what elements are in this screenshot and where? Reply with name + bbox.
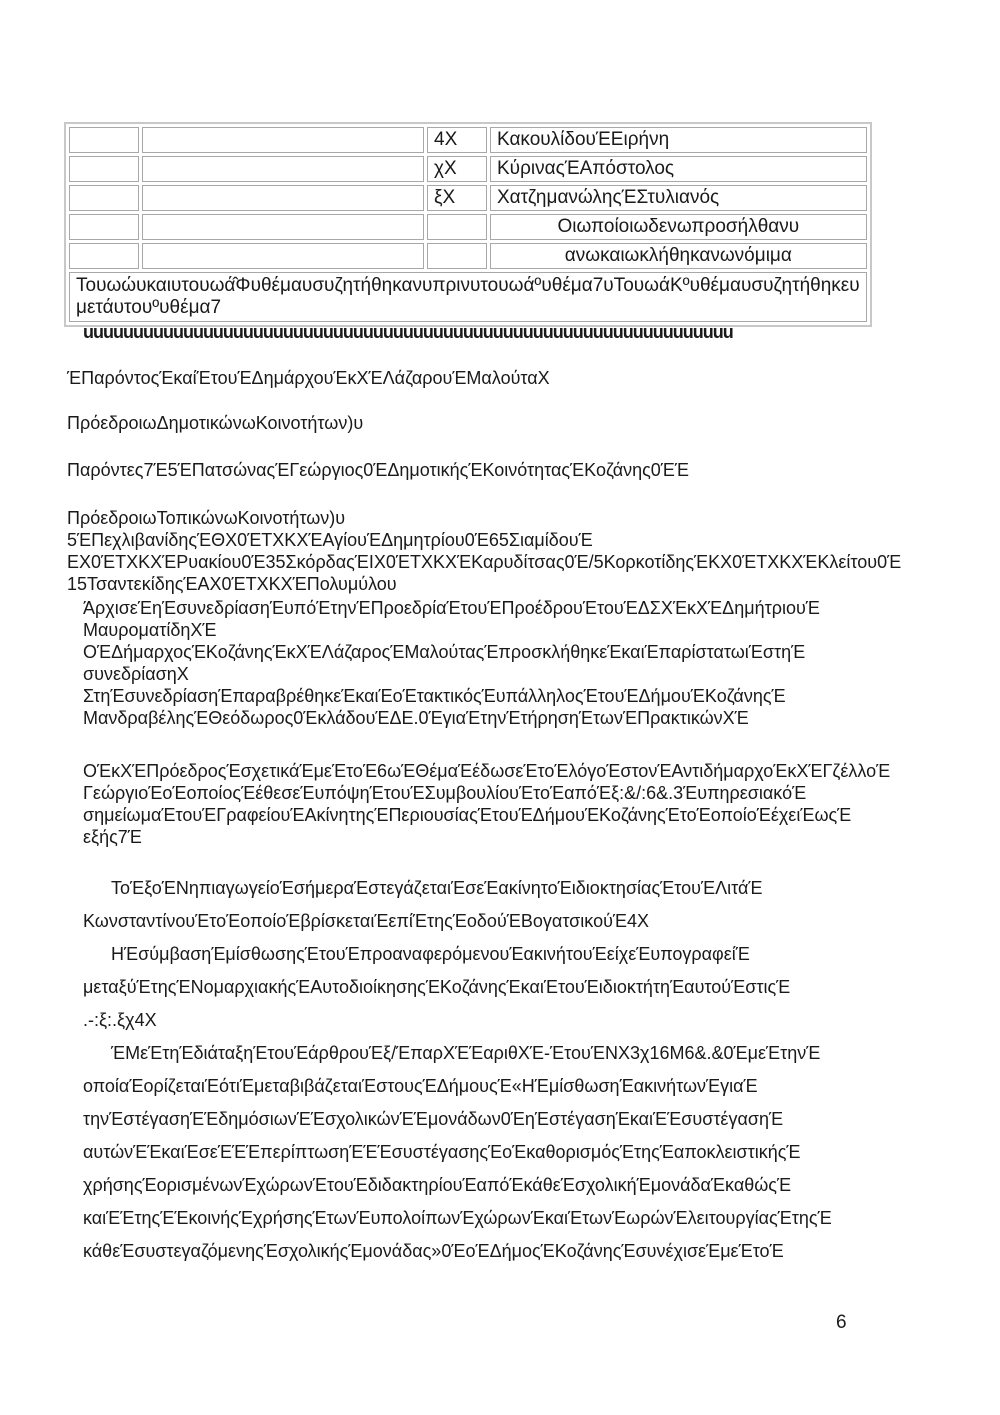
member-name: ΚύριναςΈΑπόστολος (490, 156, 867, 182)
member-name: ΚακουλίδουΈΕιρήνη (490, 127, 867, 153)
table-row (69, 214, 867, 240)
present-members: Παρόντες7Έ5ΈΠατσώναςΈΓεώργιος0ΈΔημοτικήςΈΚοινότηταςΈΚοζάνης0ΈΈ (67, 460, 690, 480)
page-number: 6 (836, 1312, 847, 1333)
presidents-municipal-heading: ΠρόεδροιωΔημοτικώνωΚοινοτήτων)υ (67, 413, 364, 433)
member-name: ανωκαιωκλήθηκανωνόμιμα (490, 243, 867, 269)
session-opening (83, 597, 868, 729)
table-row (69, 127, 867, 153)
text-line: σημείωμαΈτουΈΓραφείουΈΑκίνητηςΈΠεριουσίαςΈτουΈΔήμουΈΚοζάνηςΈτοΈοποίοΈέχειΈωςΈ (83, 805, 852, 825)
member-name: Οιωποίοιωδενωπροσήλθανυ (490, 214, 867, 240)
attendance-table (64, 122, 872, 327)
text-line: ΓεώργιοΈοΈοποίοςΈέθεσεΈυπόψηΈτουΈΣυμβουλίουΈτοΈαπόΈξ:&/:6&.3ΈυπηρεσιακόΈ (83, 783, 807, 803)
table-note: Τουωώυκαιυτουωά̂Φυθέμαυσυζητήθηκανυπρινυτουωάºυθέμα7υΤουωάΚºυθέμαυσυζητήθηκευ μετάυτουºυθέμα7 (69, 272, 867, 322)
text-line: συνεδρίασηΧ (83, 664, 189, 684)
text-line: ΟΈΔήμαρχοςΈΚοζάνηςΈκΧΈΛάζαροςΈΜαλούταςΈπροσκλήθηκεΈκαιΈπαρίστατωιΈστηΈ (83, 642, 806, 662)
text-line: εξής7Έ (83, 827, 142, 847)
president-statement (83, 760, 891, 848)
memo-paragraph: ΗΈσύμβασηΈμίσθωσηςΈτουΈπροαναφερόμενουΈακινήτουΈείχεΈυπογραφείΈ μεταξύΈτηςΈΝομαρχιακήςΈΑυτοδιοίκησηςΈΚοζάνηςΈκαιΈτουΈιδιοκτήτηΈαυτούΈστιςΈ .-:ξ:.ξχ4Χ (83, 944, 791, 1030)
table-row (69, 156, 867, 182)
table-row (69, 185, 867, 211)
row-number (427, 214, 487, 240)
table-row (69, 272, 867, 322)
memo-paragraph: ΤοΈξοΈΝηπιαγωγείοΈσήμεραΈστεγάζεταιΈσεΈακίνητοΈιδιοκτησίαςΈτουΈΛιτάΈ ΚωνσταντίνουΈτοΈοποίοΈβρίσκεταιΈεπίΈτηςΈοδούΈΒογατσικούΈ4Χ (83, 878, 763, 931)
text-line: ΜαυροματίδηΧΈ (83, 620, 217, 640)
row-number: χX (427, 156, 487, 182)
row-number: ξX (427, 185, 487, 211)
text-line: ΟΈκΧΈΠρόεδροςΈσχετικάΈμεΈτοΈ6ωΈΘέμαΈέδωσεΈτοΈλόγοΈστονΈΑντιδήμαρχοΈκΧΈΓζέλλοΈ (83, 761, 891, 781)
separator-line: uuuuuuuuuuuuuuuuuuuuuuuuuuuuuuuuuuuuuuuuuuuuuuuuuuuuuuuuuuuuuuuuu (83, 322, 733, 342)
member-name: ΧατζημανώληςΈΣτυλιανός (490, 185, 867, 211)
memo-paragraph: ΈΜεΈτηΈδιάταξηΈτουΈάρθρουΈξ/ΈπαρΧΈΈαριθΧΈ-ΈτουΈΝΧ3χ16Μ6&.&0ΈμεΈτηνΈ οποίαΈορίζεταιΈότιΈμεταβιβάζεταιΈστουςΈΔήμουςΈ«ΗΈμίσθωσηΈακινήτωνΈγιαΈ τηνΈστέγασηΈΈδημόσιωνΈΈσχολικώνΈΈμονάδων0ΈηΈστέγασηΈκαιΈΈσυστέγασηΈ αυτώνΈΈκαιΈσεΈΈΈπερίπτωσηΈΈΈσυστέγασηςΈοΈκαθορισμόςΈτηςΈαποκλειστικήςΈ χρήσηςΈορισμένωνΈχώρωνΈτουΈδιδακτηρίουΈαπόΈκάθεΈσχολικήΈμονάδαΈκαθώςΈ καιΈΈτηςΈΈκοινήςΈχρήσηςΈτωνΈυπολοίπωνΈχώρωνΈκαιΈτωνΈωρώνΈλειτουργίαςΈτηςΈ κάθεΈσυστεγαζόμενηςΈσχολικήςΈμονάδας»0ΈοΈΔήμοςΈΚοζάνηςΈσυνέχισεΈμεΈτοΈ (83, 1043, 832, 1261)
row-number: 4X (427, 127, 487, 153)
text-line: ΣτηΈσυνεδρίασηΈπαραβρέθηκεΈκαιΈοΈτακτικόςΈυπάλληλοςΈτουΈΔήμουΈΚοζάνηςΈ (83, 686, 786, 706)
presidents-local: ΠρόεδροιωΤοπικώνωΚοινοτήτων)υ 5ΈΠεχλιβανίδηςΈΘΧ0ΈΤΧΚΧΈΑγίουΈΔημητρίου0Έ65ΣιαμίδουΈ ΕΧ0ΈΤΧΚΧΈΡυακίου0Έ35ΣκόρδαςΈΙΧ0ΈΤΧΚΧΈΚαρυδίτσας0Έ/5ΚορκοτίδηςΈΚΧ0ΈΤΧΚΧΈΚλείτου0Έ 15ΤσαντεκίδηςΈΑΧ0ΈΤΧΚΧΈΠολυμύλου (67, 508, 902, 594)
row-number (427, 243, 487, 269)
table-row (69, 243, 867, 269)
text-line: ΜανδραβέληςΈΘεόδωρος0ΈκλάδουΈΔΕ.0ΈγιαΈτηνΈτήρησηΈτωνΈΠρακτικώνΧΈ (83, 708, 749, 728)
memo-body (83, 872, 868, 1268)
present-mayor: ΈΠαρόντοςΈκαίΈτουΈΔημάρχουΈκΧΈΛάζαρουΈΜαλούταΧ (67, 368, 550, 388)
text-line: ΆρχισεΈηΈσυνεδρίασηΈυπόΈτηνΈΠροεδρίαΈτουΈΠροέδρουΈτουΈΔΣΧΈκΧΈΔημήτριουΈ (83, 598, 820, 618)
